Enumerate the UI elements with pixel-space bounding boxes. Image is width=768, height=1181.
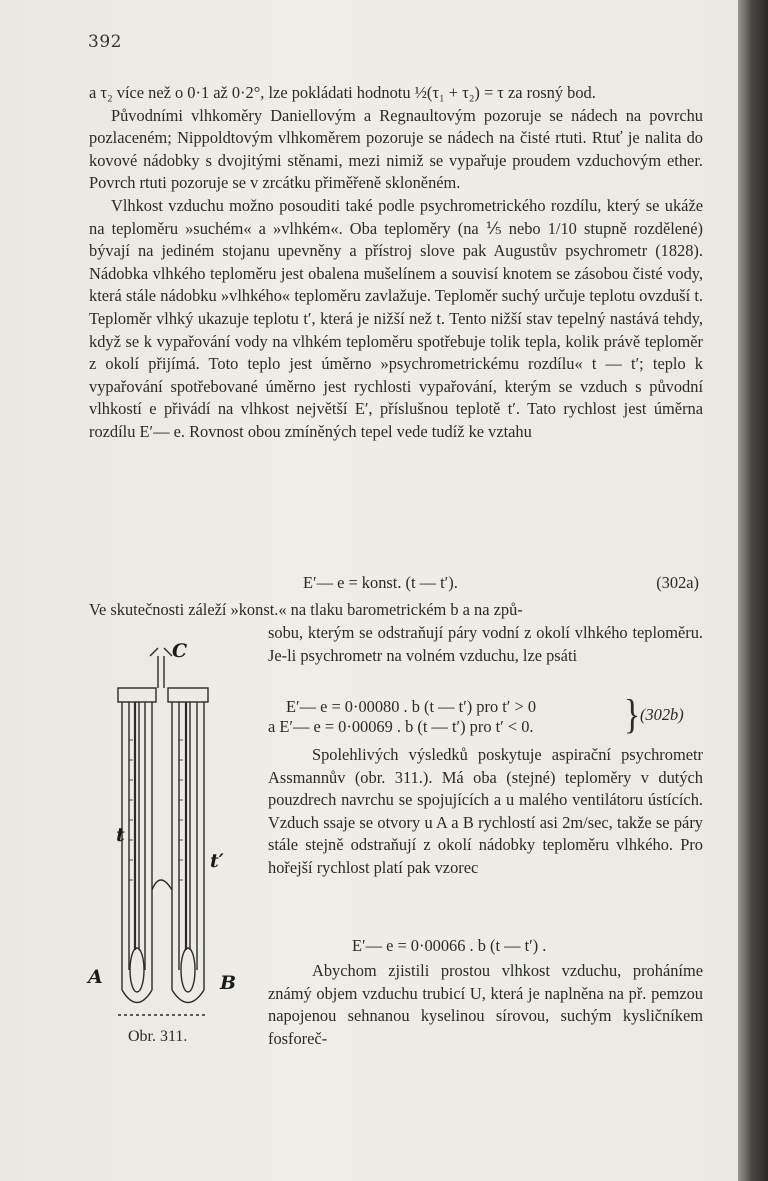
equation-302b-tag: (302b) <box>640 705 684 724</box>
paragraph-rosny-bod: a τ₂ více než o 0·1 až 0·2°, lze pokládati hodnotu ½(τ₁ + τ₂) = τ za rosný bod. <box>89 83 596 102</box>
arrow-left <box>150 648 158 656</box>
arrow-right <box>164 648 172 656</box>
paragraph-konst-line: Ve skutečnosti záleží »konst.« na tlaku barometrickém b a na způ- <box>89 600 523 619</box>
paragraph-konst-rest-text: sobu, kterým se odstraňují páry vodní z okolí vlhkého teploměru. Je-li psychrometr na volném vzduchu, lze psáti <box>268 623 703 665</box>
left-housing-cap <box>118 688 156 702</box>
figure-label-a: A <box>88 966 103 988</box>
psychrometer-drawing <box>88 640 263 1030</box>
figure-caption: Obr. 311. <box>128 1028 188 1045</box>
page-number: 392 <box>88 32 122 52</box>
paragraph-last-text: Abychom zjistili prostou vlhkost vzduchu, proháníme známý objem vzduchu trubicí U, která je naplněna na př. pemzou napojenou sehnanou kyselinou sírovou, suchým kysličníkem fosforeč- <box>268 961 703 1048</box>
paragraph-psychrometr: Vlhkost vzduchu možno posouditi také podle psychrometrického rozdílu, který se ukáže na teploměru »suchém« a »vlhkém«. Oba teploměry (na ⅕ nebo 1/10 stupně rozdělené) bývají na jediném stojanu upevněny a přístroj slove pak Augustův psychrometr (1828). Nádobka vlhkého teploměru jest obalena mušelínem a souvisí knotem se zásobou čisté vody, která stále nádobku »vlhkého« teploměru zavlažuje. Teploměr suchý určuje teplotu ovzduší t. Teploměr vlhký ukazuje teplotu t′, která je nižší než t. Tento nižší stav tepelný nastává tehdy, když se k vypařování vody na vlhkém teploměru spotřebuje tolik tepla, kolik právě teploměr z okolí přijímá. Toto teplo jest úměrno »psychrometrickému rozdílu« t — t′; teplo k vypařování spotřebované úměrno jest rychlosti vypařování, kterým se vzduch s původní vlhkostí e přivádí na vlhkost největší E′, příslušnou teplotě t′. Tato rychlost jest úměrna rozdílu E′— e. Rovnost obou zmíněných tepel vede tudíž ke vztahu <box>89 195 703 441</box>
paragraph-assmann <box>268 744 703 880</box>
paragraph-konst-first-line <box>89 599 703 622</box>
equation-302a-expr: E′— e = konst. (t — t′). <box>303 573 458 592</box>
equation-bottom: E′— e = 0·00066 . b (t — t′) . <box>352 936 547 955</box>
paragraph-last <box>268 960 703 1050</box>
paragraph-konst-rest <box>268 622 703 667</box>
right-bulb <box>181 948 195 992</box>
equation-302a-tag: (302a) <box>656 573 699 592</box>
figure-label-t: t <box>116 824 125 846</box>
equation-302b-brace: } <box>624 693 641 738</box>
equation-302b-row1: E′— e = 0·00080 . b (t — t′) pro t′ > 0 <box>286 697 537 716</box>
equation-302b-row2: a E′— e = 0·00069 . b (t — t′) pro t′ < 0. <box>268 717 534 736</box>
figure-assmann-psychrometer <box>88 640 263 1040</box>
right-housing-cap <box>168 688 208 702</box>
paragraph-assmann-text: Spolehlivých výsledků poskytuje aspirační psychrometr Assmannův (obr. 311.). Má oba (stejné) teploměry v dutých pouzdrech navrchu se spojujících a u malého ventilátoru ústících. Vzduch ssaje se otvory u A a B rychlostí asi 2m/sec, takže se páry stále stejně odstraňují z okolí nádobky teploměru vlhkého. Pro hořejší rychlost platí pak vzorec <box>268 745 703 877</box>
left-bulb <box>130 948 144 992</box>
top-text-block <box>89 82 703 444</box>
connecting-channel <box>152 880 172 890</box>
figure-label-c: C <box>172 640 188 662</box>
book-gutter <box>738 0 768 1181</box>
paragraph-vlhkomery: Původními vlhkoměry Daniellovým a Regnaultovým pozoruje se nádech na povrchu pozlaceném; Nippoldtovým vlhkoměrem pozoruje se nádech na čisté rtuti. Rtuť je nalita do kovové nádobky s dvojitými stěnami, mezi nimiž se vypařuje proudem vzduchovým ether. Povrch rtuti pozoruje se v zrcátku přiměřeně skloněném. <box>89 105 703 193</box>
equation-302b <box>268 693 684 738</box>
figure-label-b: B <box>220 972 237 994</box>
figure-label-t-prime: t′ <box>210 850 224 872</box>
